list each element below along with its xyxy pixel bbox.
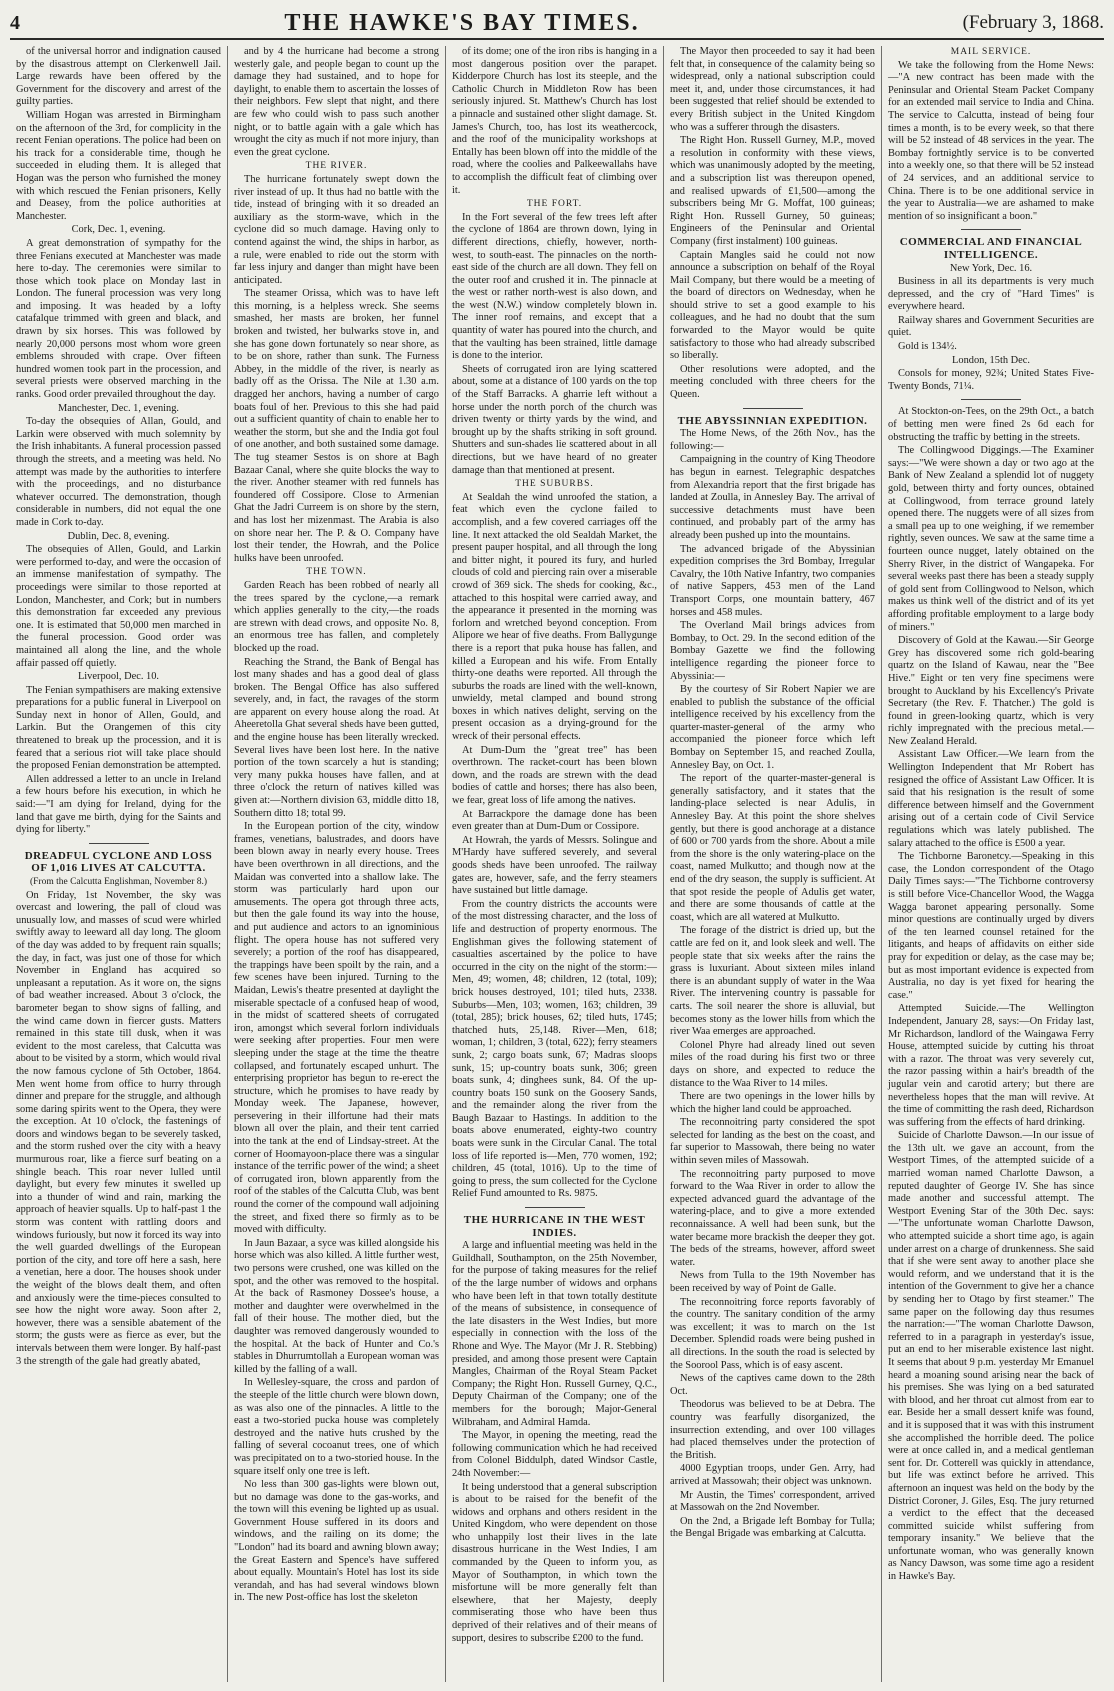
paragraph: The Mayor, in opening the meeting, read the following communication which he had received from Colonel Biddulph, dated Windsor Castle, 24th November:—	[452, 1430, 657, 1479]
paragraph: Consols for money, 92¾; United States Five-Twenty Bonds, 71¼.	[888, 368, 1094, 392]
paragraph: There are two openings in the lower hills by which the higher land could be approached.	[670, 1091, 875, 1115]
article-heading: THE HURRICANE IN THE WEST INDIES.	[463, 1214, 646, 1239]
paragraph: Assistant Law Officer.—We learn from the Wellington Independent that Mr Robert has resigned the office of Assistant Law Officer. It is said that his resignation is the result of some difference between himself and the Government arising out of a certain code of Civil Service regulations which was lately published. The salary attached to the office is £500 a year.	[888, 749, 1094, 849]
dateline: London, 15th Dec.	[952, 354, 1030, 366]
column-3	[446, 46, 664, 1682]
paragraph: Allen addressed a letter to an uncle in Ireland a few hours before his execution, in which he said:—"I am dying for Ireland, dying for the land that gave me birth, dying for the Saints and dying for liberty."	[16, 773, 221, 836]
section-heading: MAIL SERVICE.	[950, 47, 1032, 57]
paragraph: The reconnoitring party considered the spot selected for landing as the best on the coast, and far superior to Massowah, there being no water within seven miles of Massowah.	[670, 1117, 875, 1167]
paragraph: Mr Austin, the Times' correspondent, arrived at Massowah on the 2nd November.	[670, 1489, 875, 1514]
paragraph: At Sealdah the wind unroofed the station, a feat which even the cyclone failed to accomplish, and a few covered carriages off the line. It next attacked the old Sealdah Market, the present pauper hospital, and all through the long and bitter night, it poured its fury, and hurled clouds of cold and piercing rain over a miserable crowd of 369 sick. The sheds for cooking, &c., attached to this hospital were carried away, and the appearance it presented in the morning was forlorn and wretched beyond conception. From Alipore we hear of five deaths. From Ballygunge there is a report that puka house has fallen, and killed a European and his wife. From Entally thirty-one deaths were reported. All through the suburbs the roads are lined with the well-known, unwieldy, metal clamped and bound strong boxes in which natives delight, serving on the present occasion as a drying-ground for the wreck of their personal effects.	[452, 491, 657, 743]
paragraph: In Wellesley-square, the cross and pardon of the steeple of the little church were blown down, as was also one of the pinnacles. A little to the east a two-storied pucka house was completely destroyed and the native huts crushed by the falling of several cocoanut trees, one of which was precipitated on to a two-storied house. In the square itself only one tree is left.	[234, 1377, 439, 1477]
paragraph: Colonel Phyre had already lined out seven miles of the road during his first two or three days on shore, and expected to reduce the distance to the Waa River to 14 miles.	[670, 1039, 875, 1089]
paragraph: In the Fort several of the few trees left after the cyclone of 1864 are thrown down, lying in different directions, chiefly, however, north-west, to south-east. The pinnacles on the north-east side of the church are all down. They fell on the outer roof and crushed it in. The pinnacle at the west or rather north-west is also down, and the west (N.W.) window completely blown in. The inner roof remains, and except that a quantity of water has poured into the church, and that the vaulting has been strained, little damage is done to the interior.	[452, 211, 657, 362]
divider	[743, 408, 803, 409]
dateline: Liverpool, Dec. 10.	[77, 671, 160, 683]
paragraph: The forage of the district is dried up, but the cattle are fed on it, and look sleek and well. The people state that six weeks after the rains the grass is luxuriant. About sixteen miles inland there is an abundant supply of water in the Waa River. The intervening country is passable for carts. The soil nearer the shore is alluvial, but becomes stony as the lower hills from which the river Waa emerges are approached.	[670, 925, 875, 1038]
dateline: Dublin, Dec. 8, evening.	[67, 530, 170, 542]
paragraph: A large and influential meeting was held in the Guildhall, Southampton, on the 25th November, for the purpose of taking measures for the relief of the the large number of widows and orphans who have been left in that town totally destitute of the means of subsistence, in consequence of the late disasters in the West Indies, but more especially in connection with the loss of the Rhone and Wye. The Mayor (Mr J. R. Stebbing) presided, and among those present were Captain Mangles, Chairman of the Royal Steam Packet Company; the Right Hon. Russell Gurney, Q.C., Deputy Chairman of the Company; one of the members for the borough; Major-General Wilbraham, and Admiral Hamda.	[452, 1240, 657, 1428]
divider	[961, 399, 1021, 400]
column-1	[10, 46, 228, 1682]
paragraph: We take the following from the Home News:—"A new contract has been made with the Peninsular and Oriental Steam Packet Company for an extended mail service to India and China. The service to Calcutta, instead of being four times a month, is to be every week, so that there will be 52 instead of 48 services in the year. The Bombay fortnightly service is to be converted into a weekly one, so that there will be 52 instead of 24 services, and an additional service to China. There is to be one additional service in the year to Australia—we are ashamed to make mention of so insignificant a boon."	[888, 59, 1094, 222]
paragraph: The Tichborne Baronetcy.—Speaking in this case, the London correspondent of the Otago Daily Times says:—"The Tichborne controversy is still before Vice-Chancellor Wood, the Wagga Wagga baronet appearing personally. Some minor questions are continually urged by divers of the ten learned counsel retained for the litigants, and heaps of affidavits on either side pray for expedition or delay, as the case may be; but as most important evidence is expected from Australia, no day is yet fixed for hearing the case."	[888, 851, 1094, 1001]
column-2	[228, 46, 446, 1682]
article-heading: THE ABYSSINNIAN EXPEDITION.	[677, 414, 868, 427]
paragraph: In the European portion of the city, window frames, venetians, balustrades, and doors have been blown away in nearly every house. Trees have been overthrown in all directions, and the Maidan was converted into a shallow lake. The storm was particularly hard upon our amusements. The opera got through three acts, but then the gale found its way into the house, and put audience and actors to an ignominious flight. The opera house has not suffered very severely; a portion of the roof has disappeared, the trappings have been spoilt by the rain, and a few scenes have been injured. Turning to the Maidan, Lewis's theatre presented at daylight the miserable spectacle of a confused heap of wood, in the midst of scattered sheets of corrugated iron, amongst which several forlorn individuals were seeking after properties. Four men were sleeping under the stage at the time the theatre collapsed, and fortunately escaped unhurt. The enterprising proprietor has begun to re-erect the structure, which he promises to have ready by Monday week. The Japanese, however, persevering in their illfortune had their mats blown all over the plain, and their tent carried into the tank at the end of Lindsay-street. At the corner of Hoomayoon-place there was a singular instance of the terrific power of the wind; a sheet of corrugated iron, blown apparently from the roof of the stables of the Calcutta Club, was bent round the corner of the compound wall adjoining the street, and fixed there so firmly as to be moved with difficulty.	[234, 821, 439, 1236]
divider	[525, 1207, 585, 1208]
section-subheading: THE FORT.	[526, 199, 583, 210]
paragraph: Railway shares and Government Securities are quiet.	[888, 314, 1094, 339]
paragraph: A great demonstration of sympathy for the three Fenians executed at Manchester was made here to-day. The ceremonies were similar to those which took place on Monday last in London. The funeral procession was very long and imposing. It was headed by a lofty catafalque trimmed with green and black, and drawn by six horses. This was followed by nearly 20,000 persons most whom wore green emblems shrouded with crape. Over fifteen hundred women took part in the procession, and several priests were observed marching in the ranks. Good order prevailed throughout the day.	[16, 237, 221, 401]
paragraph: Sheets of corrugated iron are lying scattered about, some at a distance of 100 yards on the top of the Staff Barracks. A gharrie left without a horse under the north porch of the church was driven twenty or thirty yards by the wind, and brought up by the shafts striking in soft ground. Shutters and sun-shades lie scattered about in all directions, but we have heard of no greater damage than that mentioned at present.	[452, 363, 657, 476]
paragraph: In Jaun Bazaar, a syce was killed alongside his horse which was also killed. A little further west, two persons were crushed, one was killed on the spot, and the other was removed to the hospital. At the back of Rasmoney Dossee's house, a mother and daughter were overwhelmed in the fall of their house. The mother died, but the daughter was removed dangerously wounded to the hospital. At the back of Hunter and Co.'s stables in Dhurrumtollah a European woman was killed by the falling of a wall.	[234, 1237, 439, 1375]
paragraph: Reaching the Strand, the Bank of Bengal has lost many shades and has a good deal of glass broken. The Bengal Office has also suffered severely, and, in fact, the ravages of the storm are apparent on every house along the road. At Aheeretolla Ghat several sheds have been gutted, and the engine house has been literally wrecked. Several lives have been lost here. In the native portion of the town scarcely a hut is standing; very many pukka houses have fallen, and at three o'clock the return of natives killed was given at:—Northern division 63, middle ditto 18, Southern ditto 18; total 99.	[234, 656, 439, 819]
paragraph: By the courtesy of Sir Robert Napier we are enabled to publish the substance of the official intelligence received by his excellency from the quarter-master-general of the army who accompanied the pioneer force which left Bombay on September 15, and reached Zoulla, Annesley Bay, on Oct. 1.	[670, 684, 875, 771]
paragraph: of its dome; one of the iron ribs is hanging in a most dangerous position over the parapet. Kidderpore Church has lost its steeple, and the Catholic Church in Middleton Row has been seriously injured. St. Matthew's Church has lost a pinnacle and sustained other slight damage. St. James's Church, too, has lost its weathercock, and the roof of the municipality workshops at Entally has been blown off into the middle of the road, where the coolies and Palkeewallahs have to accomplish the difficult feat of climbing over it.	[452, 46, 657, 196]
paragraph: At Dum-Dum the "great tree" has been overthrown. The racket-court has been blown down, and the roads are strewn with the dead bodies of cattle and horses; there has also been, we fear, great loss of life among the natives.	[452, 744, 657, 807]
paragraph: News from Tulla to the 19th November has been received by way of Point de Galle.	[670, 1270, 875, 1294]
paragraph: 4000 Egyptian troops, under Gen. Arry, had arrived at Massowah; their object was unknown.	[670, 1463, 875, 1487]
paragraph: Business in all its departments is very much depressed, and the cry of "Hard Times" is everywhere heard.	[888, 276, 1094, 313]
paragraph: Garden Reach has been robbed of nearly all the trees spared by the cyclone,—a remark which applies generally to the city,—the roads are strewn with dead crows, and opposite No. 8, an enormous tree has fallen, and completely blocked up the road.	[234, 579, 439, 654]
paragraph: At Barrackpore the damage done has been even greater than at Dum-Dum or Cossipore.	[452, 808, 657, 833]
paragraph: Other resolutions were adopted, and the meeting concluded with three cheers for the Queen.	[670, 363, 875, 401]
page-number: 4	[10, 11, 20, 34]
section-subheading: THE SUBURBS.	[515, 479, 594, 490]
divider	[89, 843, 149, 844]
column-4	[664, 46, 882, 1682]
newspaper-title: THE HAWKE'S BAY TIMES.	[284, 9, 640, 36]
paragraph: News of the captives came down to the 28th Oct.	[670, 1373, 875, 1397]
section-subheading: THE TOWN.	[306, 567, 367, 578]
columns	[10, 46, 1104, 1682]
issue-date: (February 3, 1868.	[962, 12, 1104, 33]
paragraph: of the universal horror and indignation caused by the disastrous attempt on Clerkenwell Jail. Large rewards have been offered by the Government for the discovery and arrest of the guilty parties.	[16, 46, 221, 108]
paragraph: The obsequies of Allen, Gould, and Larkin were performed to-day, and were the occasion of an immense manifestation of sympathy. The proceedings were similar to those reported at London, Manchester, and Cork; but in numbers this demonstration far exceeded any previous one. It is estimated that 50,000 men marched in the funeral procession. Good order was maintained all along the line, and the whole affair passed off quietly.	[16, 544, 221, 669]
paragraph: Attempted Suicide.—The Wellington Independent, January 28, says:—On Friday last, Mr Richardson, landlord of the Waingawa Ferry House, attempted suicide by cutting his throat with a razor. The throat was very severely cut, the razor passing within a hair's breadth of the jugular vein and carotid artery; but there are nevertheless hopes that the man will revive. At the time of committing the rash deed, Richardson was suffering from the effects of hard drinking.	[888, 1003, 1094, 1128]
paragraph: From the country districts the accounts were of the most distressing character, and the loss of life and destruction of property enormous. The Englishman gives the following statement of casualties ascertained by the police to have occurred in the city on the night of the storm:—Men, 49; women, 48; children, 12 (total, 109); brick houses destroyed, 101; tiled huts, 2338. Suburbs—Men, 103; women, 163; children, 39 (total, 285); brick houses, 62; tiled huts, 1745; thatched huts, 25,148. River—Men, 618; woman, 1; children, 3 (total, 622); ferry steamers sunk, 2; cargo boats sunk, 67; Madras sloops sunk, 15; up-country boats sunk, 306; green boats sunk, 4; dinghees sunk, 84. Of the up-country boats 150 sunk on the Goosery Sands, and the remainder along the river from the Baugh Bazaar to Hastings. In addition to the boats above enumerated, eighty-two country boats were sunk in the Circular Canal. The total loss of life reported is—Men, 770 women, 192; children, 45 (total, 1016). Up to the time of going to press, the sum collected for the Cyclone Relief Fund amounted to Rs. 9875.	[452, 898, 657, 1200]
dateline: New York, Dec. 16.	[949, 262, 1033, 274]
paragraph: Suicide of Charlotte Dawson.—In our issue of the 13th ult. we gave an account, from the Westport Times, of the attempted suicide of a married woman named Charlotte Dawson, a reputed daughter of George IV. She has since made another and successful attempt. The Westport Evening Star of the 30th Dec. says:—"The unfortunate woman Charlotte Dawson, who attempted suicide a short time ago, is again under arrest on a charge of drunkenness. She said that if she were sent away to another place she would reform, and we understand that it is the intention of the Government to give her a chance by sending her to Otago by first steamer." The same paper on the following day thus resumes the narration:—"The woman Charlotte Dawson, referred to in a paragraph in yesterday's issue, put an end to her miserable existence last night. It seems that about 9 p.m. yesterday Mr Emanuel heard a moaning sound arising near the back of his premises. She was lying on a bed saturated with blood, and her throat cut almost from ear to ear. Beside her a small dessert knife was found, and it is supposed that it was with this instrument she accomplished the horrible deed. The police were at once called in, and a medical gentleman sent for. Dr. Cotterell was quickly in attendance, but life was extinct before he arrived. This afternoon an inquest was held on the body by the District Coroner, J. Giles, Esq. The jury returned a verdict to the effect that the deceased committed suicide whilst suffering from temporary insanity." We believe that the unfortunate woman, who was generally known as Nancy Dawson, was some time ago a resident in Hawke's Bay.	[888, 1130, 1094, 1583]
paragraph: The Mayor then proceeded to say it had been felt that, in consequence of the calamity being so widespread, only a national subscription could meet it, and, under those circumstances, it had been suggested that relief should be extended to every British subject in the United Kingdom who was a sufferer through the disasters.	[670, 46, 875, 133]
paragraph: Theodorus was believed to be at Debra. The country was fearfully disorganized, the insurrection extending, and over 100 villages had placed themselves under the protection of the British.	[670, 1399, 875, 1461]
paragraph: The report of the quarter-master-general is generally satisfactory, and it states that the landing-place selected is near Adulis, in Annesley Bay. At this point the shore shelves gently, but there is good anchorage at a distance of 600 or 700 yards from the shore. About a mile from the shore is the only watering-place on the coast, named Mulkutto; and though now at the end of the dry season, the supply is sufficient. At that spot reside the people of Adulis get water, and there are some thousands of cattle at the coast, which are all watered at Mulkutto.	[670, 773, 875, 923]
paragraph: At Howrah, the yards of Messrs. Solingue and M'Hardy have suffered severely, and several goods sheds have been unroofed. The railway gates are, however, safe, and the ferry steamers have sustained but little damage.	[452, 834, 657, 897]
paragraph: and by 4 the hurricane had become a strong westerly gale, and people began to count up the damage they had sustained, and to hope for daylight, to enable them to ascertain the losses of their neighbors. Few slept that night, and there are few who could wish to pass such another night, or to battle again with a gale which has wrought the city as much if not more injury, than even the great cyclone.	[234, 46, 439, 158]
article-heading: COMMERCIAL AND FINANCIAL INTELLIGENCE.	[899, 236, 1083, 261]
paragraph: Discovery of Gold at the Kawau.—Sir George Grey has discovered some rich gold-bearing quartz on the Island of Kawau, near the "Bee Hive." Eight or ten very fine specimens were brought to Auckland by his Excellency's Private Secretary (the Rev. F. Thatcher.) The gold is found in green-looking quartz, which is very richly impregnated with the precious metal.—New Zealand Herald.	[888, 635, 1094, 747]
paragraph: Captain Mangles said he could not now announce a subscription on behalf of the Royal Mail Company, but there would be a meeting of the board of directors on Wednesday, when he should strive to set a good example to his colleagues, and he had no doubt that the sum forwarded to the Mayor would be quite satisfactory to those who had already subscribed so liberally.	[670, 249, 875, 362]
divider	[961, 229, 1021, 230]
dateline: Manchester, Dec. 1, evening.	[57, 402, 180, 414]
paragraph: No less than 300 gas-lights were blown out, but no damage was done to the gas-works, and the town will this evening be lighted up as usual. Government House suffered in its doors and windows, and the railing on its dome; the "London" had its board and awning blown away; the Great Eastern and Spence's have suffered about equally. Mountain's Hotel has lost its side verandah, and has had several windows blown in. The new Post-office has lost the skeleton	[234, 1479, 439, 1604]
paragraph: The advanced brigade of the Abyssinian expedition comprises the 3rd Bombay, Irregular Cavalry, the 10th Native Infantry, two companies of native Sappers, 453 men of the Land Transport Corps, one mountain battery, 467 horses and 458 mules.	[670, 543, 875, 618]
paragraph: Gold is 134½.	[898, 341, 957, 353]
paragraph: The steamer Orissa, which was to have left this morning, is a helpless wreck. She seems smashed, her masts are broken, her funnel broken and twisted, her bulwarks stove in, and she has gone down fortunately so near shore, as to be on shore, rather than sunk. The Furness Abbey, in the middle of the river, is nearly as badly off as the Orissa. The Nile at 1.30 a.m. dragged her anchors, having a number of cargo boats foul of her. Previous to this she had paid out a sufficient quantity of chain to enable her to weather the storm, but she and the India got foul of one another, and both sustained some damage. The tug steamer Sestos is on shore at Bagh Bazaar Canal, where she quite blocks the way to the river. Another steamer with red funnels has foundered off Cossipore. Close to Armenian Ghat the Jadri Curreem is on shore by the stern, and has lost her mizenmast. The Arabia is also on shore near her. The P. & O. Company have lost their tender, the Howrah, and the Police hulks have been unroofed.	[234, 288, 439, 564]
source-note: (From the Calcutta Englishman, November 8.)	[29, 877, 208, 887]
paragraph: The hurricane fortunately swept down the river instead of up. It thus had no battle with the tide, instead of bringing with it so dreaded an auxiliary as the storm-wave, which in the cyclone did so much damage. Having only to contend against the wind, the ships in harbor, as a rule, were enabled to ride out the storm with far less injury and danger than might have been anticipated.	[234, 173, 439, 286]
dateline: Cork, Dec. 1, evening.	[71, 224, 166, 236]
paragraph: The reconnoitring party purposed to move forward to the Waa River in order to allow the expected advanced guard the advantage of the watering-place, and to give a more extended reconnaissance. A well had been sunk, but the water became more brackish the deeper they got. The beds of the streams, however, afford sweet water.	[670, 1168, 875, 1268]
article-heading: DREADFUL CYCLONE AND LOSS OF 1,016 LIVES AT CALCUTTA.	[24, 849, 213, 875]
paragraph: The Overland Mail brings advices from Bombay, to Oct. 29. In the second edition of the Bombay Gazette we find the following intelligence regarding the pioneer force to Abyssinia:—	[670, 620, 875, 682]
paragraph: On Friday, 1st November, the sky was overcast and lowering, the pall of cloud was unusually low, and masses of scud were whirled swiftly away to leeward all day long. The gloom of the day was added to by frequent rain squalls; the day, in fact, was just one of those for which November in England has acquired so unpleasant a reputation. As it wore on, the signs of bad weather increased. About 3 o'clock, the barometer began to show signs of falling, and the wind came down in fiercer gusts. Matters remained in this state till dusk, when it was evident to the most careless, that Calcutta was about to be visited by a storm, which would rival the now famous cyclone of 5th October, 1864. Men went home from office to hurry through dinner and prepare for the struggle, and although some daring spirits went to the Opera, they were the exception. At 10 o'clock, the fastenings of doors and windows began to be severely tasked, and the storm rushed over the city with a heavy murmurous roar, like a fierce surf beating on a shingle beach. This roar never lulled until daylight, but every few minutes it swelled up into a thunder of wind and rain, marking the approach of heavier squalls. Up to half-past 1 the storm was content with rattling doors and windows furiously, but now it forced its way into the well guarded dwellings of the European portion of the city, and tore off here a sash, here a venetian, here a door. The houses shook under the weight of the blows dealt them, and often and anxiously were the time-pieces consulted to see how the night wore away. Soon after 2, however, there was a sensible abatement of the storm; the gusts were as fierce as ever, but the intervals between them were longer. By half-past 3 the strength of the gale had greatly abated,	[16, 889, 221, 1367]
paragraph: On the 2nd, a Brigade left Bombay for Tulla; the Bengal Brigade was embarking at Calcutta.	[670, 1515, 875, 1540]
masthead	[10, 8, 1104, 40]
paragraph: William Hogan was arrested in Birmingham on the afternoon of the 3rd, for complicity in the recent Fenian operations. The police had been on his track for a considerable time, though he succeeded in eluding them. It is alleged that Hogan was the person who furnished the money with which rescued the Fenian prisoners, Kelly and Deasey, from the police authorities at Manchester.	[16, 109, 221, 222]
paragraph: At Stockton-on-Tees, on the 29th Oct., a batch of betting men were fined 2s 6d each for obstructing the traffic by betting in the streets.	[888, 406, 1094, 443]
paragraph: Campaigning in the country of King Theodore has begun in earnest. Telegraphic despatches from Alexandria report that the first brigade has landed at Zoulla, in Annesley Bay. The arrival of successive detachments must have been continued, and probably part of the army has already been pushed up into the mountains.	[670, 454, 875, 541]
paragraph: It being understood that a general subscription is about to be raised for the benefit of the widows and orphans and others resident in the United Kingdom, who were dependent on those who unhappily lost their lives in the late disastrous hurricane in the West Indies, I am commanded by the Queen to inform you, as Mayor of Southampton, in which town the misfortune will be more generally felt than elsewhere, that her Majesty, deeply commiserating those who have been thus deprived of their relatives and of their means of support, desires to subscribe £200 to the fund.	[452, 1481, 657, 1644]
column-5	[882, 46, 1100, 1682]
paragraph: To-day the obsequies of Allan, Gould, and Larkin were observed with much solemnity by the Irish inhabitants. A funeral procession passed through the streets, and a meeting was held. No attempt was made by the authorities to interfere with the proceedings, and no disturbance whatever occurred. The demonstration, though considerable in numbers, did not equal the one made in Cork to-day.	[16, 416, 221, 528]
paragraph: The Right Hon. Russell Gurney, M.P., moved a resolution in conformity with these views, which was unanimously adopted by the meeting, and a subscription list was thereupon opened, and realised upwards of £1,500—among the subscribers being Mr G. Moffat, 100 guineas; Right Hon. Russell Gurney, 50 guineas; Engineers of the Peninsular and Oriental Company (first instalment) 100 guineas.	[670, 135, 875, 247]
paragraph: The reconnoitring force reports favorably of the country. The sanitary condition of the army was excellent; it was to march on the 1st December. Splendid roads were being pushed in all directions. In the south the road is selected by the Soorool Pass, which is of easy ascent.	[670, 1296, 875, 1371]
section-subheading: THE RIVER.	[305, 161, 368, 172]
paragraph: The Collingwood Diggings.—The Examiner says:—"We were shown a day or two ago at the Bank of New Zealand a splendid lot of nuggety gold, between thirty and forty ounces, obtained at Collingwood, from terrace ground lately opened there. The nuggets were of all sizes from a small pea up to one weighing, if we remember rightly, seven ounces. We saw at the same time a fourteen ounce nugget, lately obtained on the Sherry River, in the district of Wangapeka. For several weeks past there has been a steady supply of gold sent from Collingwood to Nelson, which makes us think well of the district and of its yet affording profitable employment to a large body of miners."	[888, 445, 1095, 633]
paragraph: The Fenian sympathisers are making extensive preparations for a public funeral in Liverpool on Sunday next in honor of Allen, Gould, and Larkin. But the Orangemen of this city threatened to break up the procession, and it is feared that a serious riot will take place should the proposed Fenian demonstration be attempted.	[16, 684, 221, 772]
paragraph: The Home News, of the 26th Nov., has the following:—	[670, 428, 875, 452]
